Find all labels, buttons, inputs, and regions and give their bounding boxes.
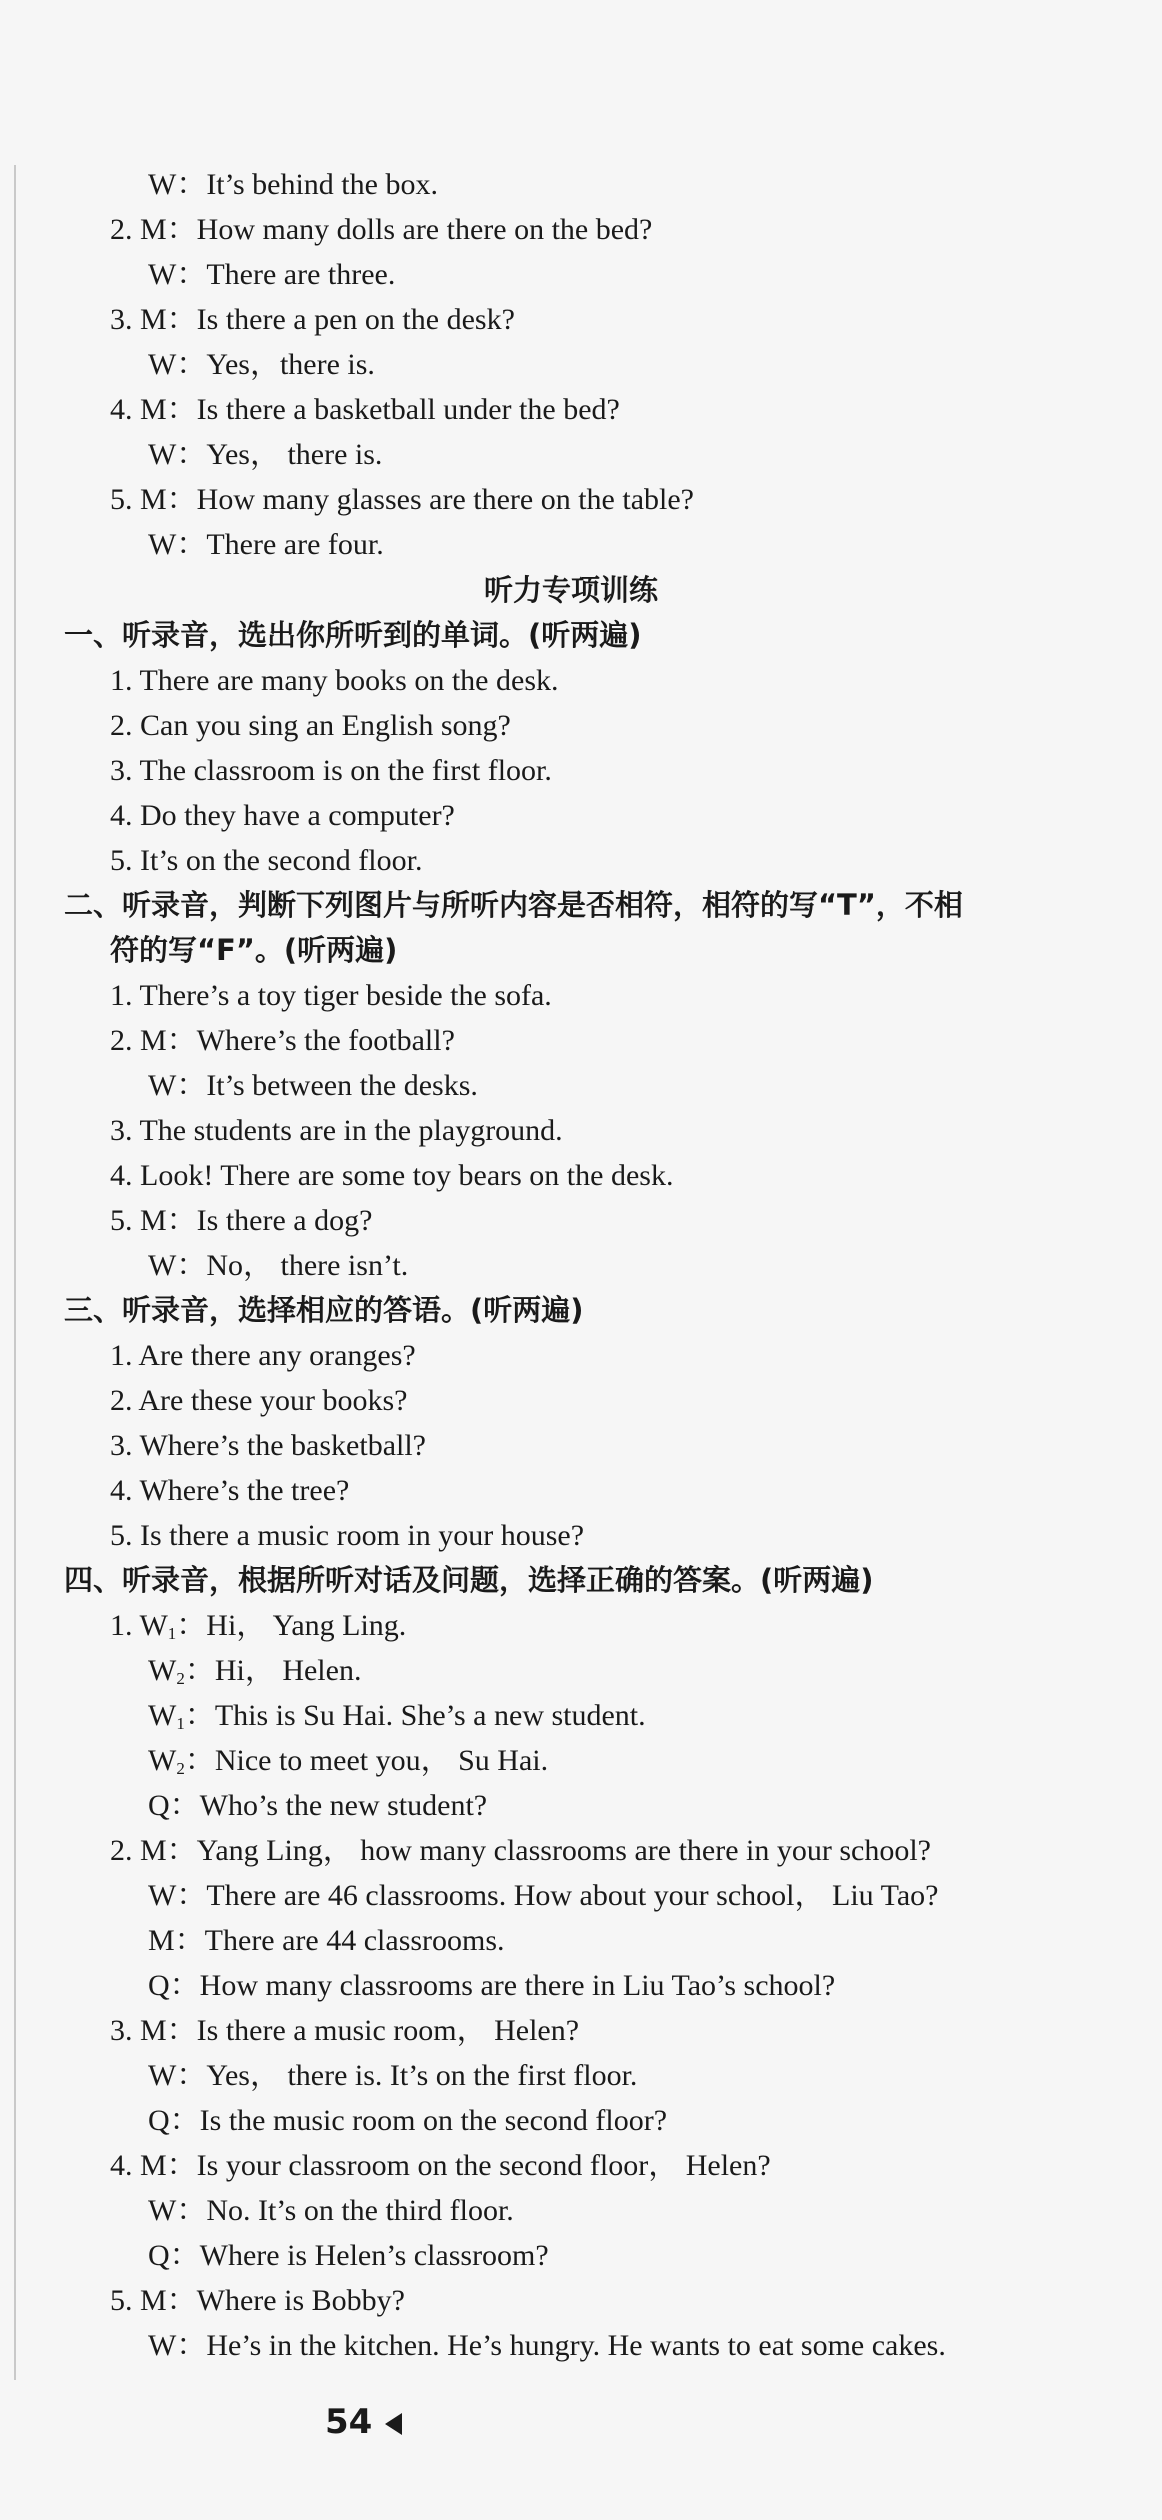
speaker-subscript: 2 <box>176 1669 185 1688</box>
part2-item: W：No， there isn’t. <box>148 1249 409 1282</box>
part4-item: W：There are 46 classrooms. How about your school， Liu Tao? <box>148 1879 939 1912</box>
q1-speech: ：This is Su Hai. She’s a new student. <box>184 1699 646 1732</box>
speaker-label: W <box>148 1654 177 1687</box>
part3-item: 4. Where’s the tree? <box>110 1474 350 1507</box>
intro-line: 2. M：How many dolls are there on the bed? <box>110 213 653 246</box>
part4-item: 2. M：Yang Ling， how many classrooms are there in your school? <box>110 1834 931 1867</box>
part4-item: 3. M：Is there a music room， Helen? <box>110 2014 580 2047</box>
part1-item: 2. Can you sing an English song? <box>110 709 511 742</box>
intro-line: W：Yes，there is. <box>148 348 375 381</box>
speaker-label: W <box>148 1744 177 1777</box>
intro-line: 3. M：Is there a pen on the desk? <box>110 303 515 336</box>
q1-speech: ：Nice to meet you， Su Hai. <box>184 1744 549 1777</box>
part4-q1-question: Q：Who’s the new student? <box>148 1789 488 1822</box>
part3-heading: 三、听录音，选择相应的答语。(听两遍) <box>64 1293 584 1327</box>
part4-item: W：No. It’s on the third floor. <box>148 2194 514 2227</box>
part3-item: 3. Where’s the basketball? <box>110 1429 426 1462</box>
part1-item: 5. It’s on the second floor. <box>110 844 423 877</box>
section-title-text: 听力专项训练 <box>483 573 658 607</box>
part4-heading: 四、听录音，根据所听对话及问题，选择正确的答案。(听两遍) <box>64 1563 874 1597</box>
speaker-subscript: 2 <box>176 1759 185 1778</box>
speaker-subscript: 1 <box>167 1624 177 1643</box>
intro-line: W：It’s behind the box. <box>148 168 438 201</box>
part2-item: 4. Look! There are some toy bears on the desk. <box>110 1159 674 1192</box>
part4-item: Q：Is the music room on the second floor? <box>148 2104 668 2137</box>
part1-heading: 一、听录音，选出你所听到的单词。(听两遍) <box>64 618 642 652</box>
part4-q1-line4 <box>148 1738 548 1783</box>
part4-item: M：There are 44 classrooms. <box>148 1924 505 1957</box>
part4-item: Q：Where is Helen’s classroom? <box>148 2239 549 2272</box>
part2-item: W：It’s between the desks. <box>148 1069 478 1102</box>
part3-item: 5. Is there a music room in your house? <box>110 1519 585 1552</box>
part1-item: 1. There are many books on the desk. <box>110 664 559 697</box>
speaker-label: W <box>148 1699 177 1732</box>
part4-item: 4. M：Is your classroom on the second floor， Helen? <box>110 2149 771 2182</box>
section-title <box>0 568 1162 613</box>
part1-item: 3. The classroom is on the first floor. <box>110 754 552 787</box>
part4-item: 5. M：Where is Bobby? <box>110 2284 405 2317</box>
part4-item: W：Yes， there is. It’s on the first floor. <box>148 2059 638 2092</box>
part4-item: Q：How many classrooms are there in Liu Tao’s school? <box>148 1969 836 2002</box>
part2-item: 3. The students are in the playground. <box>110 1114 563 1147</box>
part3-item: 1. Are there any oranges? <box>110 1339 416 1372</box>
intro-line: W：There are three. <box>148 258 396 291</box>
part2-item: 5. M：Is there a dog? <box>110 1204 373 1237</box>
part2-heading-line1: 二、听录音，判断下列图片与所听内容是否相符，相符的写“T”，不相 <box>64 888 963 922</box>
part4-q1-line1 <box>110 1603 406 1648</box>
part1-item: 4. Do they have a computer? <box>110 799 455 832</box>
intro-line: W：Yes， there is. <box>148 438 383 471</box>
part2-heading-line2: 符的写“F”。(听两遍) <box>110 933 398 967</box>
q1-speech: ：Hi， Helen. <box>184 1654 362 1687</box>
q1-speech: ：Hi， Yang Ling. <box>176 1609 407 1642</box>
left-arrow-icon <box>385 2413 402 2435</box>
speaker-subscript: 1 <box>176 1714 185 1733</box>
margin-rule <box>14 165 16 2380</box>
part3-item: 2. Are these your books? <box>110 1384 408 1417</box>
part4-q1-line3 <box>148 1693 646 1738</box>
intro-line: 5. M：How many glasses are there on the table? <box>110 483 694 516</box>
part4-item: W：He’s in the kitchen. He’s hungry. He wants to eat some cakes. <box>148 2329 946 2362</box>
part2-item: 2. M：Where’s the football? <box>110 1024 455 1057</box>
q1-number-speaker: 1. W <box>110 1609 168 1642</box>
intro-line: 4. M：Is there a basketball under the bed? <box>110 393 620 426</box>
page-number: 54 <box>325 2402 373 2442</box>
intro-line: W：There are four. <box>148 528 384 561</box>
part4-q1-line2 <box>148 1648 361 1693</box>
part2-item: 1. There’s a toy tiger beside the sofa. <box>110 979 552 1012</box>
